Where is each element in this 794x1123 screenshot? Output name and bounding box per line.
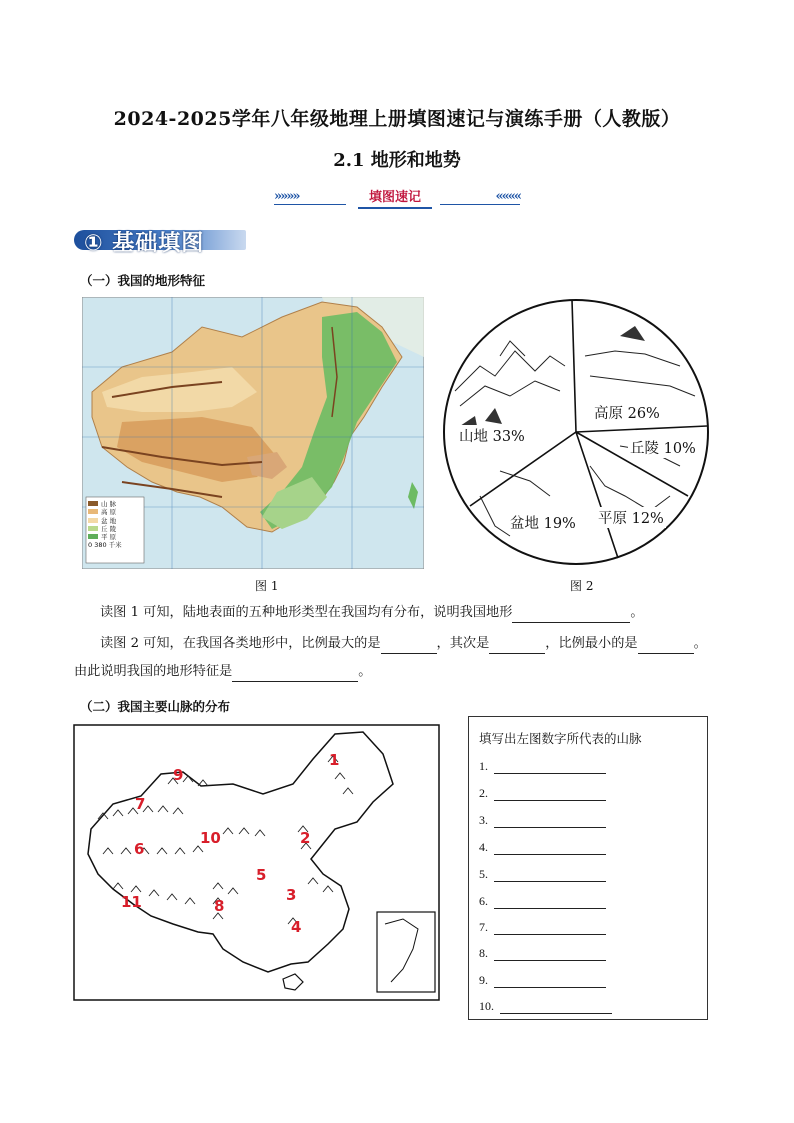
pie-label-mountain: 山地 33% xyxy=(457,425,527,446)
map-number-4: 4 xyxy=(291,918,302,936)
legend-swatch xyxy=(88,501,98,506)
pie-label-basin: 盆地 19% xyxy=(508,512,578,533)
figure2-caption: 图 2 xyxy=(570,579,594,593)
answer-row: 7. xyxy=(479,920,606,935)
pie-label-hill: 丘陵 10% xyxy=(628,437,698,458)
map-number-7: 7 xyxy=(135,795,146,813)
answer-line[interactable] xyxy=(494,896,606,909)
tagline-left-arrows: »»»» xyxy=(274,189,346,205)
answer-blank[interactable] xyxy=(489,639,545,654)
answer-row: 6. xyxy=(479,894,606,909)
answer-line[interactable] xyxy=(494,815,606,828)
legend-item: 平 原 xyxy=(88,533,144,541)
answer-blank[interactable] xyxy=(512,608,630,623)
legend-swatch xyxy=(88,534,98,539)
answer-line[interactable] xyxy=(494,788,606,801)
document-title: 2024-2025学年八年级地理上册填图速记与演练手册（人教版） xyxy=(113,108,681,130)
answer-line[interactable] xyxy=(494,842,606,855)
section-banner xyxy=(74,226,246,256)
answer-row: 1. xyxy=(479,759,606,774)
legend-swatch xyxy=(88,509,98,514)
question-paragraph-1: 读图 1 可知，陆地表面的五种地形类型在我国均有分布，说明我国地形 。 xyxy=(100,603,720,623)
tagline-right-arrows: «««« xyxy=(440,189,520,205)
answer-line[interactable] xyxy=(494,869,606,882)
mountain-outline-map xyxy=(73,724,440,1001)
tagline xyxy=(272,186,524,208)
answer-line[interactable] xyxy=(494,761,606,774)
answer-row: 10. xyxy=(479,999,612,1014)
legend-swatch xyxy=(88,526,98,531)
answer-row: 8. xyxy=(479,946,606,961)
legend-item: 盆 地 xyxy=(88,517,144,525)
legend-scale: 0 380 千米 xyxy=(88,541,122,550)
legend-item: 丘 陵 xyxy=(88,525,144,533)
map-legend-items xyxy=(88,500,144,550)
map-number-2: 2 xyxy=(300,829,311,847)
map-number-11: 11 xyxy=(121,893,142,911)
answer-row: 9. xyxy=(479,973,606,988)
map-number-5: 5 xyxy=(256,866,267,884)
answer-row: 3. xyxy=(479,813,606,828)
map-number-1: 1 xyxy=(329,751,340,769)
answer-blank[interactable] xyxy=(232,667,358,682)
answer-row: 2. xyxy=(479,786,606,801)
map-number-9: 9 xyxy=(173,766,184,784)
legend-item: 高 原 xyxy=(88,508,144,516)
map-number-3: 3 xyxy=(286,886,297,904)
answer-line[interactable] xyxy=(494,975,606,988)
figure1-caption: 图 1 xyxy=(255,579,279,593)
part1-heading: （一）我国的地形特征 xyxy=(80,273,206,288)
part2-heading: （二）我国主要山脉的分布 xyxy=(80,699,231,714)
section-banner-text: ① 基础填图 xyxy=(84,231,205,256)
map-number-6: 6 xyxy=(134,840,145,858)
section-subtitle: 2.1 地形和地势 xyxy=(333,150,461,171)
answer-line[interactable] xyxy=(500,1001,612,1014)
tagline-label: 填图速记 xyxy=(358,186,432,209)
answer-box-heading: 填写出左图数字所代表的山脉 xyxy=(479,731,642,746)
answer-blank[interactable] xyxy=(638,639,694,654)
question-paragraph-2: 读图 2 可知，在我国各类地形中，比例最大的是 ，其次是 ，比例最小的是 。 xyxy=(100,634,740,654)
question-paragraph-3: 由此说明我国的地形特征是 。 xyxy=(74,662,714,682)
answer-box xyxy=(468,716,708,1020)
answer-row: 4. xyxy=(479,840,606,855)
legend-item: 山 脉 xyxy=(88,500,144,508)
answer-line[interactable] xyxy=(494,922,606,935)
map-number-10: 10 xyxy=(200,829,221,847)
answer-line[interactable] xyxy=(494,948,606,961)
legend-swatch xyxy=(88,518,98,523)
answer-blank[interactable] xyxy=(381,639,437,654)
pie-label-plain: 平原 12% xyxy=(596,507,666,528)
pie-label-plateau: 高原 26% xyxy=(592,402,662,423)
map-number-8: 8 xyxy=(214,897,225,915)
answer-row: 5. xyxy=(479,867,606,882)
